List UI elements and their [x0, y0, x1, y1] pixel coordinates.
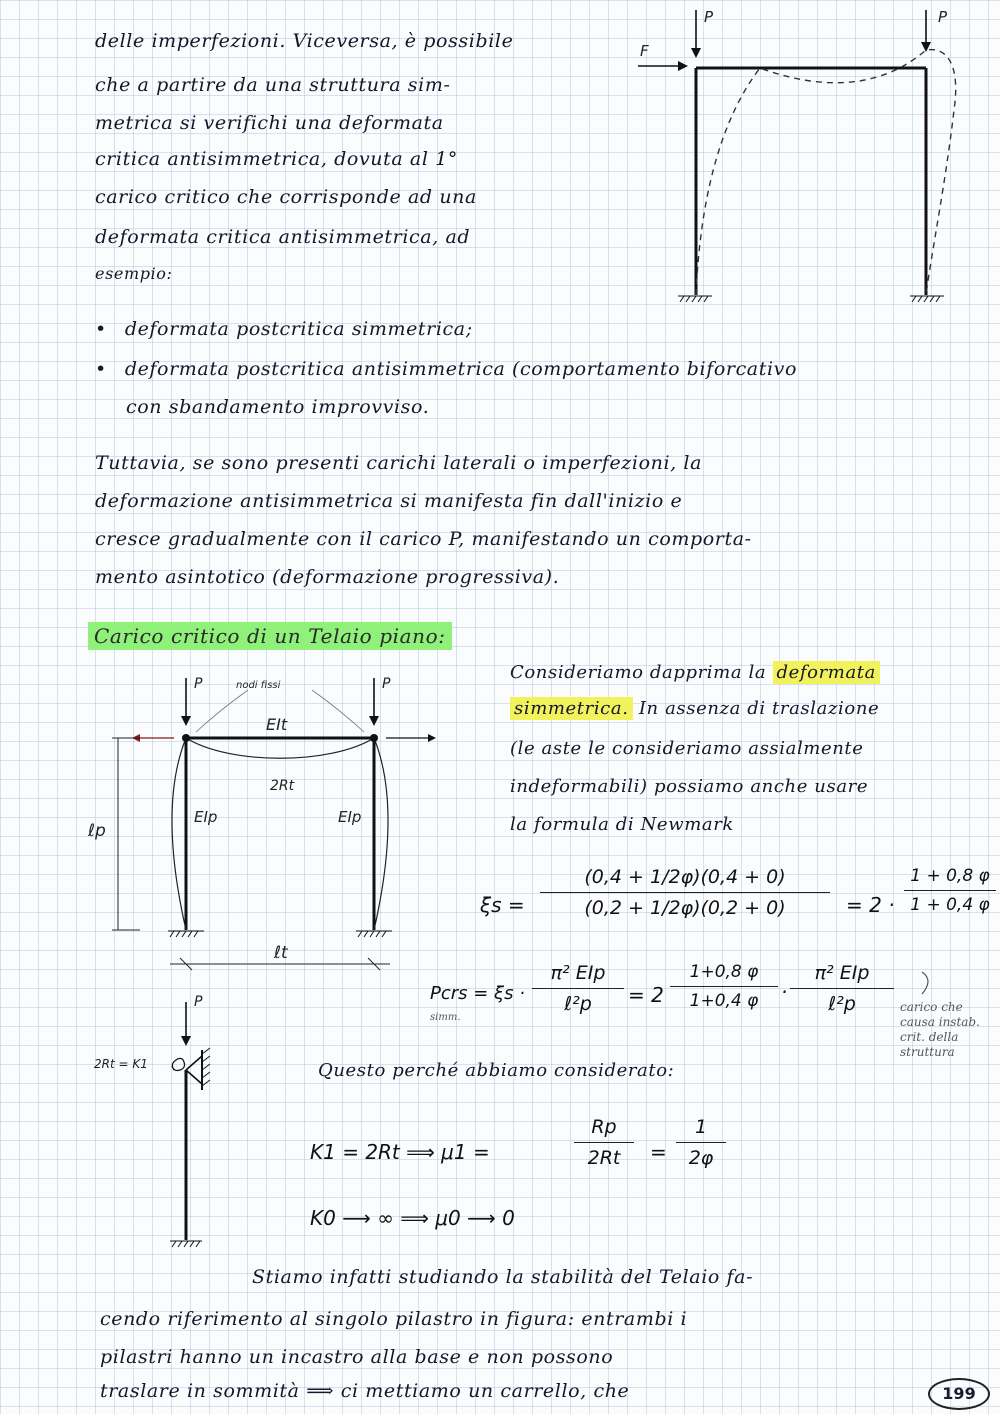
para2-line-1: Tuttavia, se sono presenti carichi laterali o imperfezioni, la: [95, 452, 703, 474]
final-line-4: traslare in sommità ⟹ ci mettiamo un carrello, che: [100, 1380, 630, 1402]
page-number: 199: [928, 1378, 990, 1410]
bullet-2-continued: con sbandamento improvviso.: [126, 396, 430, 418]
rotational-spring: [172, 1058, 185, 1070]
frame-right-support: [910, 296, 944, 302]
label-p-right: P: [938, 8, 948, 26]
formula2-lhs: Pcrs = ξs ·: [430, 983, 525, 1004]
intro-line-2: che a partire da una struttura sim-: [95, 74, 451, 96]
symmetric-line-3: (le aste le consideriamo assialmente: [510, 738, 864, 759]
final-line-1: Stiamo infatti studiando la stabilità del Telaio fa-: [252, 1266, 754, 1288]
formula2-fraction-1: π² EIp ℓ²p: [532, 962, 624, 1015]
intro-line-1: delle imperfezioni. Viceversa, è possibile: [95, 30, 514, 52]
formula3-lhs: K1 = 2Rt ⟹ μ1 =: [310, 1140, 490, 1164]
final-line-2: cendo riferimento al singolo pilastro in figura: entrambi i: [100, 1308, 688, 1330]
final-line-3: pilastri hanno un incastro alla base e non possono: [100, 1346, 614, 1368]
symmetric-line-1: Consideriamo dapprima la deformata: [510, 662, 880, 683]
sym-label-p-left: P: [194, 676, 203, 692]
formula4: K0 ⟶ ∞ ⟹ μ0 ⟶ 0: [310, 1206, 515, 1230]
note-arrow-right: [312, 690, 364, 732]
sym-node-left: [182, 734, 190, 742]
highlight-deformata: deformata: [773, 661, 880, 684]
questo-line: Questo perché abbiamo considerato:: [318, 1060, 675, 1081]
figure-single-column: [90, 990, 250, 1260]
sym-label-lp: ℓp: [88, 821, 106, 841]
formula2-note-4: struttura: [900, 1045, 955, 1059]
column-label-p: P: [194, 994, 203, 1010]
sym-right-deformed: [374, 738, 388, 930]
figure-sway-frame: [620, 0, 1000, 310]
formula2-dot: ·: [781, 980, 788, 1004]
sym-label-p-right: P: [382, 676, 391, 692]
sym-label-2rt: 2Rt: [270, 778, 295, 794]
sym-beam-deformed: [186, 738, 374, 758]
bullet-2: • deformata postcritica antisimmetrica (comportamento biforcativo: [95, 358, 797, 380]
intro-line-5: carico critico che corrisponde ad una: [95, 186, 477, 208]
formula2-fraction-3: π² EIp ℓ²p: [790, 962, 894, 1015]
label-p-left: P: [704, 8, 714, 26]
formula2-eq: = 2: [628, 983, 664, 1007]
intro-line-7: esempio:: [95, 264, 173, 283]
bullet-1: • deformata postcritica simmetrica;: [95, 318, 473, 340]
sym-label-eip-right: EIp: [338, 808, 362, 826]
sym-right-support: [356, 931, 392, 937]
sym-label-eit: EIt: [266, 715, 288, 734]
sway-deformed-shape: [696, 50, 956, 295]
note-arrow-left: [196, 690, 248, 732]
highlight-simmetrica: simmetrica.: [510, 697, 633, 720]
label-f: F: [640, 42, 649, 60]
sym-left-deformed: [172, 738, 186, 930]
formula1-fraction: $\frac{(0,4 + 1/2\varphi)(0,4 + 0)}{(0,2 + 1/2\varphi)(0,2 + 0)}$: [540, 866, 830, 919]
intro-line-3: metrica si verifichi una deformata: [95, 112, 444, 134]
column-label-spring: 2Rt = K1: [94, 1057, 148, 1071]
section-title: Carico critico di un Telaio piano:: [88, 624, 452, 648]
formula2-note-2: causa instab.: [900, 1015, 980, 1029]
sym-node-right: [370, 734, 378, 742]
formula2-fraction-2: $\frac{1+0,8 \varphi}{1+0,4 \varphi}$: [670, 962, 778, 1011]
formula2-note-3: crit. della: [900, 1030, 959, 1044]
formula1-lhs: ξs =: [480, 893, 525, 917]
symmetric-line-2: simmetrica. In assenza di traslazione: [510, 698, 879, 719]
formula2-note-1: carico che: [900, 1000, 963, 1014]
sym-label-lt: ℓt: [274, 943, 288, 963]
formula3-result-fraction: $\frac{1}{2\varphi}$: [676, 1116, 726, 1169]
symmetric-line-4: indeformabili) possiamo anche usare: [510, 776, 869, 797]
sym-label-nodes: nodi fissi: [236, 680, 281, 691]
formula2-subscript: simm.: [430, 1012, 461, 1023]
intro-line-4: critica antisimmetrica, dovuta al 1°: [95, 148, 458, 170]
column-base-support: [170, 1241, 202, 1247]
symmetric-line-5: la formula di Newmark: [510, 814, 734, 835]
top-restraint-hatch: [202, 1048, 210, 1086]
formula3-eq: =: [650, 1140, 667, 1164]
formula1-eq: = 2 ·: [846, 893, 895, 917]
intro-line-6: deformata critica antisimmetrica, ad: [95, 226, 471, 248]
para2-line-2: deformazione antisimmetrica si manifesta fin dall'inizio e: [95, 490, 683, 512]
para2-line-4: mento asintotico (deformazione progressiva).: [95, 566, 560, 588]
sym-left-support: [168, 931, 204, 937]
para2-line-3: cresce gradualmente con il carico P, manifestando un comporta-: [95, 528, 752, 550]
formula1-result-fraction: $\frac{1 + 0,8 \varphi}{1 + 0,4 \varphi}$: [904, 866, 996, 915]
formula3-fraction: $\frac{Rp}{2Rt}$: [574, 1116, 634, 1169]
figure-symmetric-frame: [80, 660, 460, 990]
sym-label-eip-left: EIp: [194, 808, 218, 826]
frame-left-support: [678, 296, 712, 302]
